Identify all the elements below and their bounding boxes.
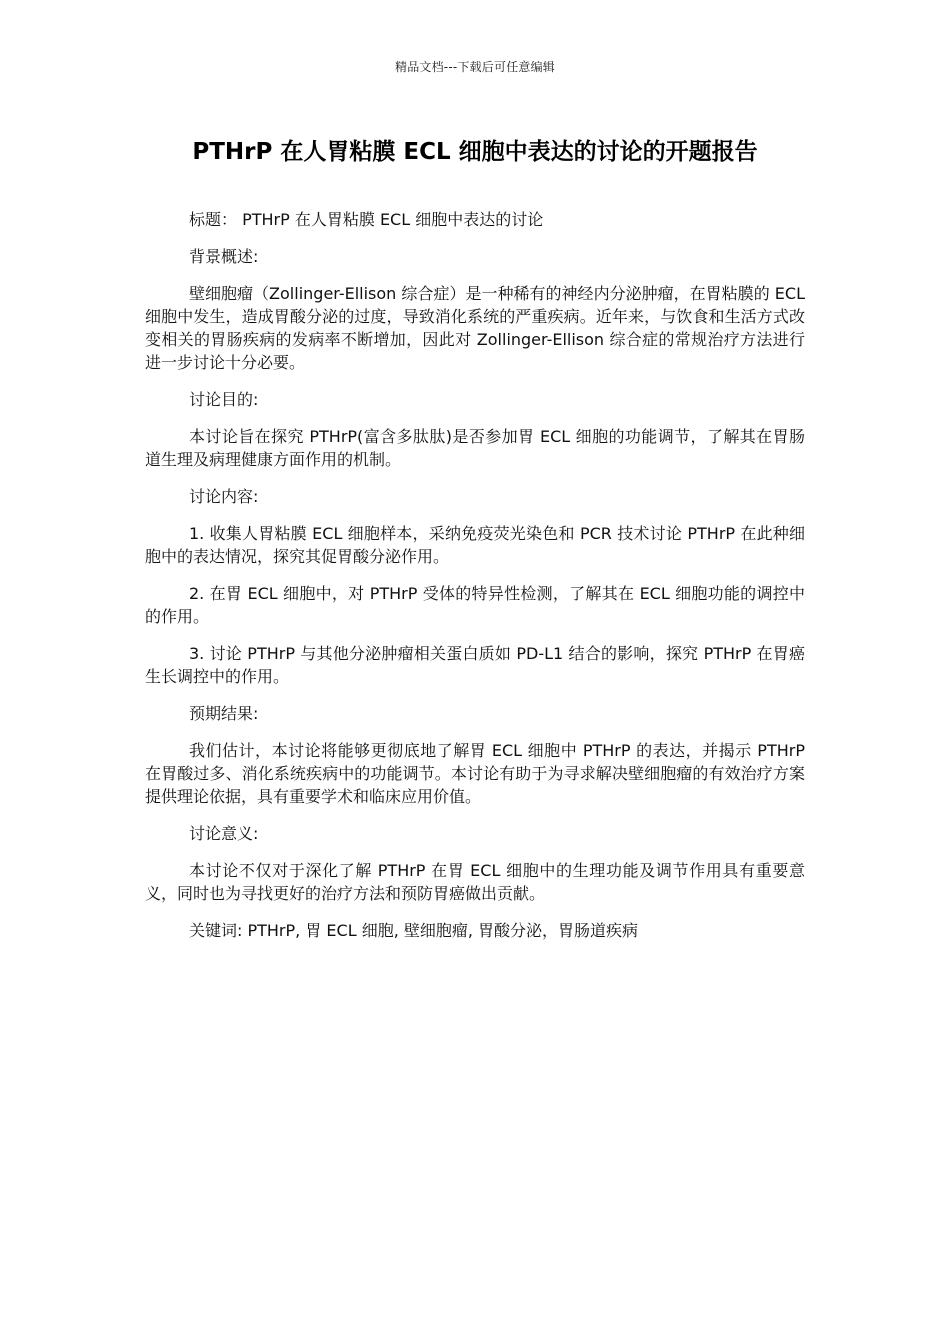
header-note: 精品文档---下载后可任意编辑 bbox=[395, 60, 555, 74]
paragraph-purpose: 本讨论旨在探究 PTHrP(富含多肽肽)是否参加胃 ECL 细胞的功能调节，了解其在胃肠道生理及病理健康方面作用的机制。 bbox=[145, 427, 805, 469]
paragraph-background: 壁细胞瘤（Zollinger-Ellison 综合症）是一种稀有的神经内分泌肿瘤，在胃粘膜的 ECL 细胞中发生，造成胃酸分泌的过度，导致消化系统的严重疾病。近年来，与饮食和生活方式改变相关的胃肠疾病的发病率不断增加，因此对 Zollinger-Ellison 综合症的常规治疗方法进行进一步讨论十分必要。 bbox=[145, 284, 805, 372]
document-body bbox=[145, 208, 805, 956]
keywords-line: 关键词: PTHrP, 胃 ECL 细胞, 壁细胞瘤, 胃酸分泌，胃肠道疾病 bbox=[189, 921, 639, 940]
content-item-1: 1. 收集人胃粘膜 ECL 细胞样本，采纳免疫荧光染色和 PCR 技术讨论 PTHrP 在此种细胞中的表达情况，探究其促胃酸分泌作用。 bbox=[145, 524, 805, 566]
topic-line: 标题： PTHrP 在人胃粘膜 ECL 细胞中表达的讨论 bbox=[189, 210, 544, 229]
content-item-2: 2. 在胃 ECL 细胞中，对 PTHrP 受体的特异性检测，了解其在 ECL 细胞功能的调控中的作用。 bbox=[145, 584, 805, 626]
section-heading-background: 背景概述: bbox=[189, 247, 259, 266]
paragraph-significance: 本讨论不仅对于深化了解 PTHrP 在胃 ECL 细胞中的生理功能及调节作用具有重要意义，同时也为寻找更好的治疗方法和预防胃癌做出贡献。 bbox=[145, 861, 805, 903]
document-title: PTHrP 在人胃粘膜 ECL 细胞中表达的讨论的开题报告 bbox=[192, 139, 758, 165]
paragraph-results: 我们估计，本讨论将能够更彻底地了解胃 ECL 细胞中 PTHrP 的表达，并揭示 PTHrP 在胃酸过多、消化系统疾病中的功能调节。本讨论有助于为寻求解决壁细胞瘤的有效治疗方案提供理论依据，具有重要学术和临床应用价值。 bbox=[145, 741, 805, 806]
section-heading-results: 预期结果: bbox=[189, 704, 259, 723]
section-heading-significance: 讨论意义: bbox=[189, 824, 259, 843]
section-heading-content: 讨论内容: bbox=[189, 487, 259, 506]
section-heading-purpose: 讨论目的: bbox=[189, 390, 259, 409]
content-item-3: 3. 讨论 PTHrP 与其他分泌肿瘤相关蛋白质如 PD-L1 结合的影响，探究 PTHrP 在胃癌生长调控中的作用。 bbox=[145, 644, 805, 686]
